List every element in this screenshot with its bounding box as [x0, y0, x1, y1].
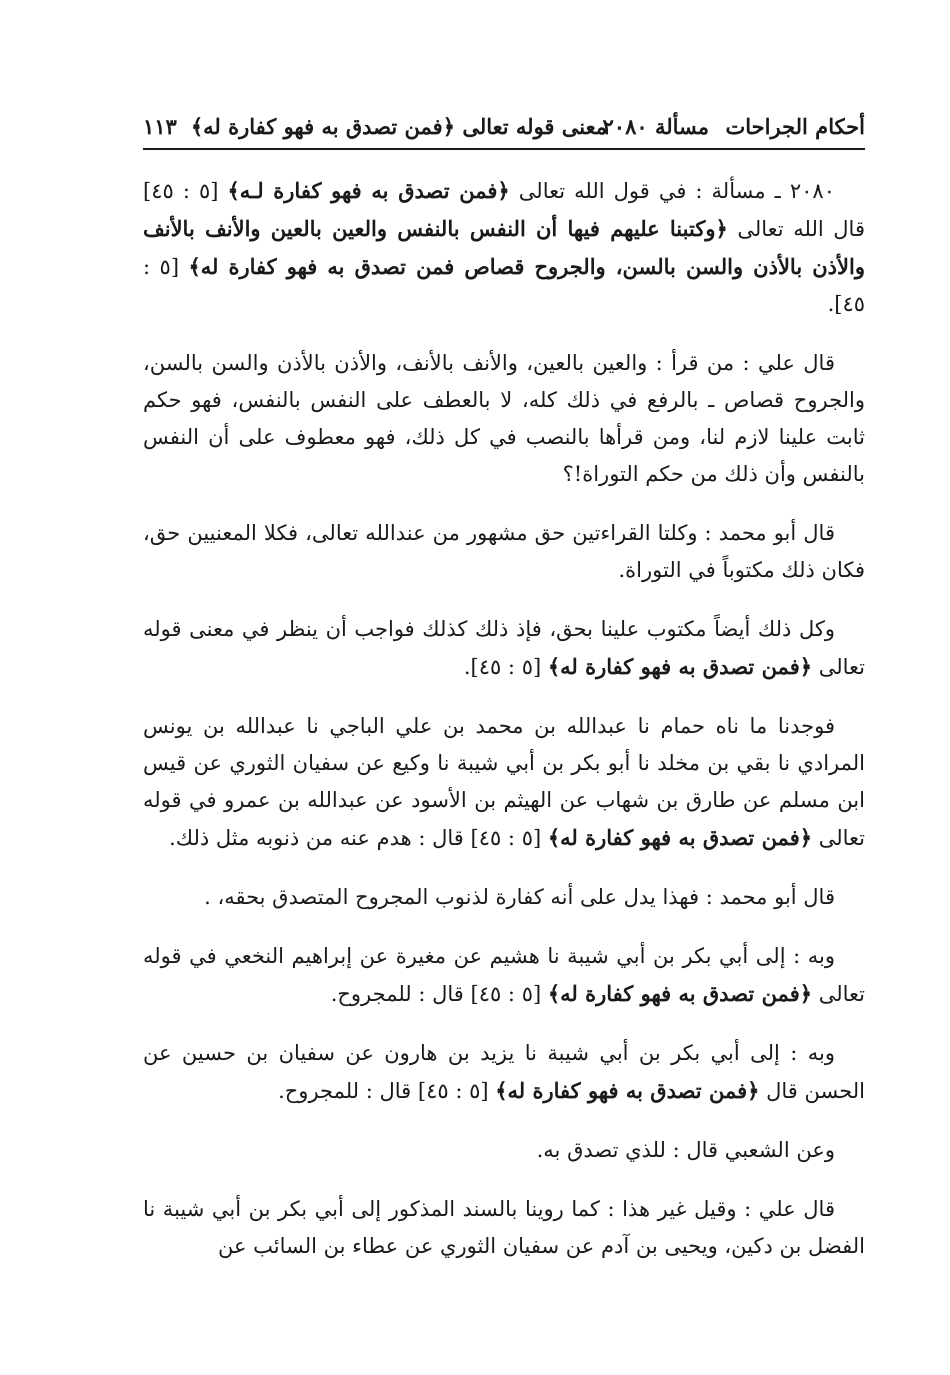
paragraph-7: وبه : إلى أبي بكر بن أبي شيبة نا هشيم عن مغيرة عن إبراهيم النخعي في قوله تعالى ﴿فمن تصدق به فهو كفارة له﴾ [٥ : ٤٥] قال : للمجروح. [143, 944, 865, 1006]
paragraph-1: ٢٠٨٠ ـ مسألة : في قول الله تعالى ﴿فمن تصدق به فهو كفارة لـه﴾ [٥ : ٤٥] قال الله تعالى ﴿وكتبنا عليهم فيها أن النفس بالنفس والعين بالعين والأنف بالأنف والأذن بالأذن والسن بالسن، والجروح قصاص فمن تصدق به فهو كفارة له﴾ [٥ : ٤٥]. [143, 178, 865, 316]
page-number: ١١٣ [143, 114, 177, 139]
paragraph-2: قال علي : من قرأ : والعين بالعين، والأنف بالأنف، والأذن بالأذن والسن بالسن، والجروح قصاص ـ بالرفع في ذلك كله، لا بالعطف على النفس بالنفس، فهو حكم ثابت علينا لازم لنا، ومن قرأها بالنصب في كل ذلك، فهو معطوف على أن النفس بالنفس وأن ذلك من حكم التوراة!؟ [143, 351, 865, 486]
header-rule [143, 148, 865, 150]
paragraph-6: قال أبو محمد : فهذا يدل على أنه كفارة لذنوب المجروح المتصدق بحقه، . [204, 885, 835, 909]
paragraph-10: قال علي : وقيل غير هذا : كما روينا بالسند المذكور إلى أبي بكر بن أبي شيبة نا الفضل بن دكين، ويحيى بن آدم عن سفيان الثوري عن عطاء بن السائب عن [143, 1197, 865, 1258]
page-body [143, 172, 865, 1287]
issue-label: مسألة ٢٠٨٠ [602, 114, 709, 139]
paragraph-3: قال أبو محمد : وكلتا القراءتين حق مشهور من عندالله تعالى، فكلا المعنيين حق، فكان ذلك مكتوباً في التوراة. [143, 521, 865, 582]
paragraph-5: فوجدنا ما ناه حمام نا عبدالله بن محمد بن علي الباجي نا عبدالله بن يونس المرادي نا بقي بن مخلد نا أبو بكر بن أبي شيبة نا وكيع عن سفيان الثوري عن قيس ابن مسلم عن طارق بن شهاب عن الهيثم بن الأسود عن عبدالله بن عمرو في قوله تعالى ﴿فمن تصدق به فهو كفارة له﴾ [٥ : ٤٥] قال : هدم عنه من ذنوبه مثل ذلك. [143, 714, 865, 850]
running-header [143, 112, 865, 146]
book-title: أحكام الجراحات [725, 114, 865, 139]
header-topic: معنى قوله تعالى ﴿فمن تصدق به فهو كفارة له﴾ [190, 114, 607, 139]
paragraph-8: وبه : إلى أبي بكر بن أبي شيبة نا يزيد بن هارون عن سفيان بن حسين عن الحسن قال ﴿فمن تصدق به فهو كفارة له﴾ [٥ : ٤٥] قال : للمجروح. [143, 1041, 865, 1103]
paragraph-9: وعن الشعبي قال : للذي تصدق به. [536, 1138, 835, 1162]
paragraph-4: وكل ذلك أيضاً مكتوب علينا بحق، فإذ ذلك كذلك فواجب أن ينظر في معنى قوله تعالى ﴿فمن تصدق به فهو كفارة له﴾ [٥ : ٤٥]. [143, 617, 865, 679]
